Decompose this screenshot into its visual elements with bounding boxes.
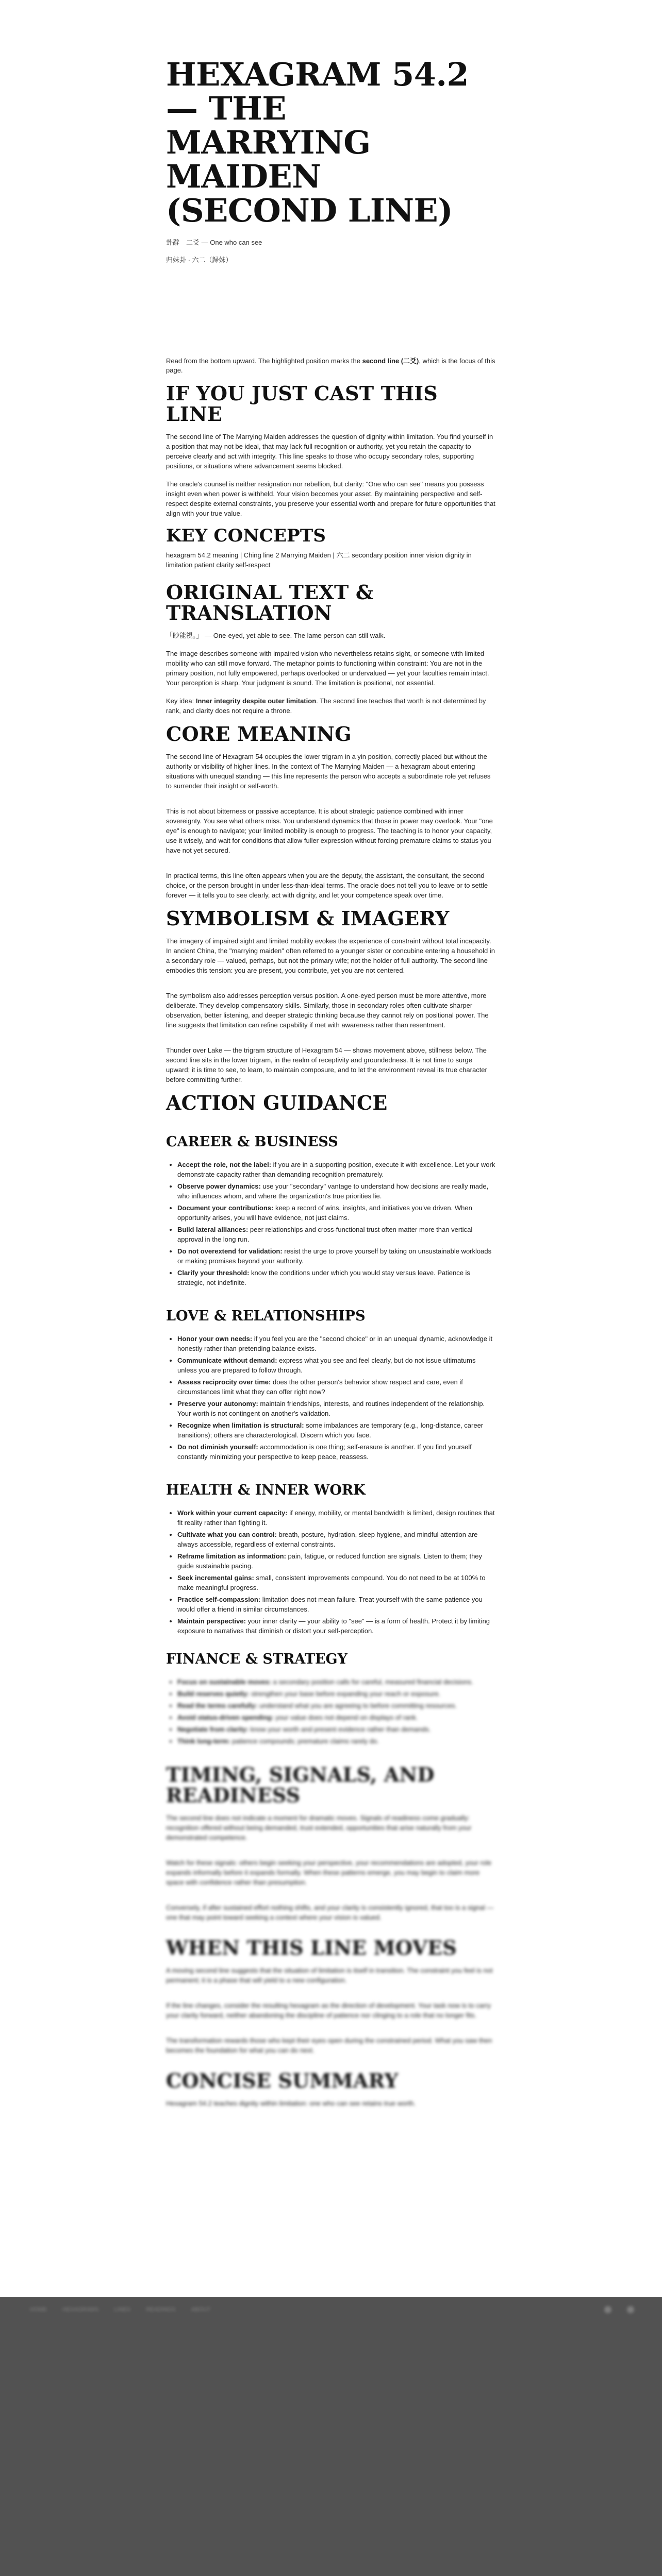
list-item: • Do not overextend for validation: resist the urge to prove yourself by taking on unsustainable workloads or making promises beyond your authority. bbox=[177, 1246, 496, 1266]
paragraph: The imagery of impaired sight and limited mobility evokes the experience of constraint without total incapacity. In ancient China, the "marrying maiden" often referred to a younger sister or concubine entering a household in a secondary role — valued, perhaps, but not the primary wife; not the holder of full authority. The second line embodies this tension: you are present, you contribute, yet you are not centered. bbox=[166, 937, 495, 974]
list-item: • Practice self-compassion: limitation does not mean failure. Treat yourself with the same patience you would offer a friend in similar circumstances. bbox=[177, 1595, 496, 1614]
dimmed-navbar bbox=[0, 2297, 662, 2323]
list-item: • Honor your own needs: if you feel you are the "second choice" or in an unequal dynamic, acknowledge it honestly rather than pretending balance exists. bbox=[177, 1334, 496, 1353]
paragraph: If the line changes, consider the resulting hexagram as the direction of development. Your task now is to carry your clarity forward, neither abandoning the discipline of patience nor clinging to a role that no longer fits. bbox=[166, 2002, 491, 2019]
list-item: • Focus on sustainable moves: a secondary position calls for careful, measured financial decisions. bbox=[177, 1677, 496, 1687]
list-item: • Think long-term: patience compounds; premature claims rarely do. bbox=[177, 1736, 496, 1746]
career-list bbox=[166, 1160, 496, 1287]
paragraph: The image describes someone with impaired vision who nevertheless retains sight, or someone with limited mobility who can still move forward. The metaphor points to functioning within constraint: You are not in the primary position, not fully empowered, perhaps overlooked or undervalued — yet your faculties remain intact. Your perception is sharp. Your judgment is sound. The limitation is positional, not essential. bbox=[166, 650, 489, 687]
menu-icon bbox=[627, 2306, 634, 2313]
key-idea-bold: Inner integrity despite outer limitation bbox=[195, 697, 317, 705]
paragraph: The symbolism also addresses perception versus position. A one-eyed person must be more attentive, more deliberate. They develop compensatory skills. Similarly, those in secondary roles often cultivate sharper observation, better listening, and deeper strategic thinking because they cannot rely on positional power. The line suggests that limitation can refine capability if met with awareness rather than resentment. bbox=[166, 992, 489, 1029]
key-idea-text: . The second line teaches that worth is not determined by rank, and clarity does not require a throne. bbox=[166, 697, 486, 715]
key-concepts-text: hexagram 54.2 meaning | Ching line 2 Marrying Maiden | 六二 secondary position inner vision dignity in limitation patient clarity self-respect bbox=[166, 551, 472, 569]
paragraph: A moving second line suggests that the situation of limitation is itself in transition. The constraint you feel is not permanent; it is a phase that will yield to a new configuration. bbox=[166, 1967, 493, 1984]
intro-text: Read from the bottom upward. The highlighted position marks the bbox=[166, 357, 362, 365]
section-heading-moves: WHEN THIS LINE MOVES bbox=[166, 1936, 457, 1959]
paragraph: Hexagram 54.2 teaches dignity within limitation: one who can see retains true worth. bbox=[166, 2099, 416, 2107]
section-heading-symbolism: SYMBOLISM & IMAGERY bbox=[166, 907, 450, 930]
paragraph: The oracle's counsel is neither resignation nor rebellion, but clarity: "One who can see" means you possess insight even when power is withheld. Your vision becomes your asset. By maintaining perspective and self-respect despite external constraints, you preserve your essential worth and prepare for future opportunities that align with your true value. bbox=[166, 480, 495, 517]
subtitle-line: 卦辭 二爻 — One who can see bbox=[166, 239, 262, 246]
health-list bbox=[166, 1508, 496, 1636]
subheading-health: HEALTH & INNER WORK bbox=[166, 1482, 366, 1498]
list-item: • Preserve your autonomy: maintain friendships, interests, and routines independent of the relationship. Your worth is not contingent on another's validation. bbox=[177, 1399, 496, 1418]
nav-link: READINGS bbox=[146, 2307, 176, 2313]
list-item: • Avoid status-driven spending: your value does not depend on displays of rank. bbox=[177, 1713, 496, 1722]
paragraph: This is not about bitterness or passive acceptance. It is about strategic patience combined with inner sovereignty. You see what others miss. You understand dynamics that those in power may overlook. Your "one eye" is enough to navigate; your limited mobility is enough to progress. The teaching is to honor your capacity, use it wisely, and wait for conditions that allow fuller expression without forcing premature claims to status you have not yet secured. bbox=[166, 807, 493, 854]
paragraph: The transformation rewards those who kept their eyes open during the constrained period. What you saw then becomes the foundation for what you can do next. bbox=[166, 2037, 492, 2054]
list-item: • Clarify your threshold: know the conditions under which you would stay versus leave. Patience is strategic, not indefinite. bbox=[177, 1268, 496, 1287]
page-title: HEXAGRAM 54.2 — THE MARRYING MAIDEN (SECOND LINE) bbox=[166, 56, 469, 229]
paragraph: Watch for these signals: others begin seeking your perspective, your recommendations are adopted, your role expands informally before it expands formally. When these patterns emerge, you may begin to claim more space with confidence rather than presumption. bbox=[166, 1859, 492, 1886]
list-item: • Build reserves quietly: strengthen your base before expanding your reach or exposure. bbox=[177, 1689, 496, 1699]
section-heading-original: ORIGINAL TEXT & TRANSLATION bbox=[166, 581, 374, 624]
finance-list bbox=[166, 1677, 496, 1746]
section-heading-cast: IF YOU JUST CAST THIS LINE bbox=[166, 382, 438, 426]
section-heading-timing: TIMING, SIGNALS, AND READINESS bbox=[166, 1763, 435, 1807]
nav-link: ABOUT bbox=[191, 2307, 211, 2313]
paragraph: In practical terms, this line often appears when you are the deputy, the assistant, the consultant, the second choice, or the person brought in under less-than-ideal terms. The oracle does not tell you to leave or to settle forever — it tells you to see clearly, act with dignity, and let your competence speak over time. bbox=[166, 872, 488, 899]
subtitle-line-2: 归妹卦 · 六二（歸妹） bbox=[166, 256, 233, 264]
list-item: • Read the terms carefully: understand what you are agreeing to before committing resources. bbox=[177, 1701, 496, 1710]
list-item: • Maintain perspective: your inner clarity — your ability to "see" — is a form of health. Protect it by limiting exposure to narratives that diminish or distort your self-perception. bbox=[177, 1616, 496, 1636]
list-item: • Negotiate from clarity: know your worth and present evidence rather than demands. bbox=[177, 1724, 496, 1734]
key-idea-label: Key idea: bbox=[166, 697, 196, 705]
original-quote: 「眇能視。」 — One-eyed, yet able to see. The lame person can still walk. bbox=[166, 632, 386, 639]
list-item: • Do not diminish yourself: accommodation is one thing; self-erasure is another. If you find yourself constantly minimizing your perspective to keep peace, reassess. bbox=[177, 1442, 496, 1462]
section-heading-key-concepts: KEY CONCEPTS bbox=[166, 526, 326, 546]
list-item: • Observe power dynamics: use your "secondary" vantage to understand how decisions are really made, who influences whom, and where the organization's true priorities lie. bbox=[177, 1181, 496, 1201]
intro-bold: second line (二爻) bbox=[362, 357, 419, 365]
list-item: • Reframe limitation as information: pain, fatigue, or reduced function are signals. Listen to them; they guide sustainable pacing. bbox=[177, 1551, 496, 1571]
key-idea bbox=[166, 696, 496, 716]
list-item: • Recognize when limitation is structural: some imbalances are temporary (e.g., long-distance, career transitions); others are characterological. Discern which you face. bbox=[177, 1420, 496, 1440]
article bbox=[166, 0, 496, 2116]
blurred-content bbox=[166, 1677, 496, 2108]
intro-text-end: , which is the focus of this page. bbox=[166, 357, 495, 374]
section-heading-action: ACTION GUIDANCE bbox=[166, 1091, 388, 1114]
subheading-career: CAREER & BUSINESS bbox=[166, 1134, 338, 1150]
nav-link: HOME bbox=[30, 2307, 47, 2313]
list-item: • Document your contributions: keep a record of wins, insights, and initiatives you've driven. When opportunity arises, you will have evidence, not just claims. bbox=[177, 1203, 496, 1223]
modal-backdrop[interactable] bbox=[0, 2297, 662, 2576]
list-item: • Seek incremental gains: small, consistent improvements compound. You do not need to be at 100% to make meaningful progress. bbox=[177, 1573, 496, 1592]
paragraph: Conversely, if after sustained effort nothing shifts, and your clarity is consistently ignored, that too is a signal — one that may point toward seeking a context where your vision is valued. bbox=[166, 1904, 494, 1921]
list-item: • Accept the role, not the label: if you are in a supporting position, execute it with excellence. Let your work demonstrate capacity rather than demanding recognition prematurely. bbox=[177, 1160, 496, 1179]
section-heading-summary: CONCISE SUMMARY bbox=[166, 2069, 399, 2092]
subheading-finance: FINANCE & STRATEGY bbox=[166, 1651, 347, 1667]
list-item: • Cultivate what you can control: breath, posture, hydration, sleep hygiene, and mindful attention are always accessible, regardless of external constraints. bbox=[177, 1530, 496, 1549]
paragraph: The second line does not indicate a moment for dramatic moves. Signals of readiness come gradually: recognition offered without being demanded, trust extended, opportunities that arise naturally from your demonstrated competence. bbox=[166, 1814, 472, 1841]
subheading-love: LOVE & RELATIONSHIPS bbox=[166, 1308, 366, 1324]
paragraph: The second line of Hexagram 54 occupies the lower trigram in a yin position, correctly placed but without the authority or visibility of higher lines. In the context of The Marrying Maiden — a hexagram about entering situations with unequal standing — this line represents the person who accepts a subordinate role yet refuses to surrender their insight or self-worth. bbox=[166, 753, 491, 790]
nav-link: HEXAGRAMS bbox=[62, 2307, 99, 2313]
list-item: • Assess reciprocity over time: does the other person's behavior show respect and care, even if circumstances limit what they can offer right now? bbox=[177, 1377, 496, 1397]
list-item: • Work within your current capacity: if energy, mobility, or mental bandwidth is limited, design routines that fit reality rather than fighting it. bbox=[177, 1508, 496, 1528]
list-item: • Build lateral alliances: peer relationships and cross-functional trust often matter more than vertical approval in the long run. bbox=[177, 1225, 496, 1244]
search-icon bbox=[604, 2306, 611, 2313]
love-list bbox=[166, 1334, 496, 1462]
section-heading-core: CORE MEANING bbox=[166, 722, 352, 745]
intro-note bbox=[166, 357, 496, 375]
nav-link: LINES bbox=[114, 2307, 131, 2313]
paragraph: The second line of The Marrying Maiden addresses the question of dignity within limitation. You find yourself in a position that may not be ideal, that may lack full recognition or authority, yet you retain the capacity to perceive clearly and act with integrity. This line speaks to those who occupy secondary roles, supporting positions, or situations where advancement seems blocked. bbox=[166, 433, 493, 470]
list-item: • Communicate without demand: express what you see and feel clearly, but do not issue ultimatums unless you are prepared to follow through. bbox=[177, 1355, 496, 1375]
paragraph: Thunder over Lake — the trigram structure of Hexagram 54 — shows movement above, stillness below. The second line sits in the lower trigram, in the realm of receptivity and groundedness. It is not time to surge upward; it is time to see, to learn, to maintain composure, and to let the environment reveal its true character before committing further. bbox=[166, 1046, 487, 1083]
